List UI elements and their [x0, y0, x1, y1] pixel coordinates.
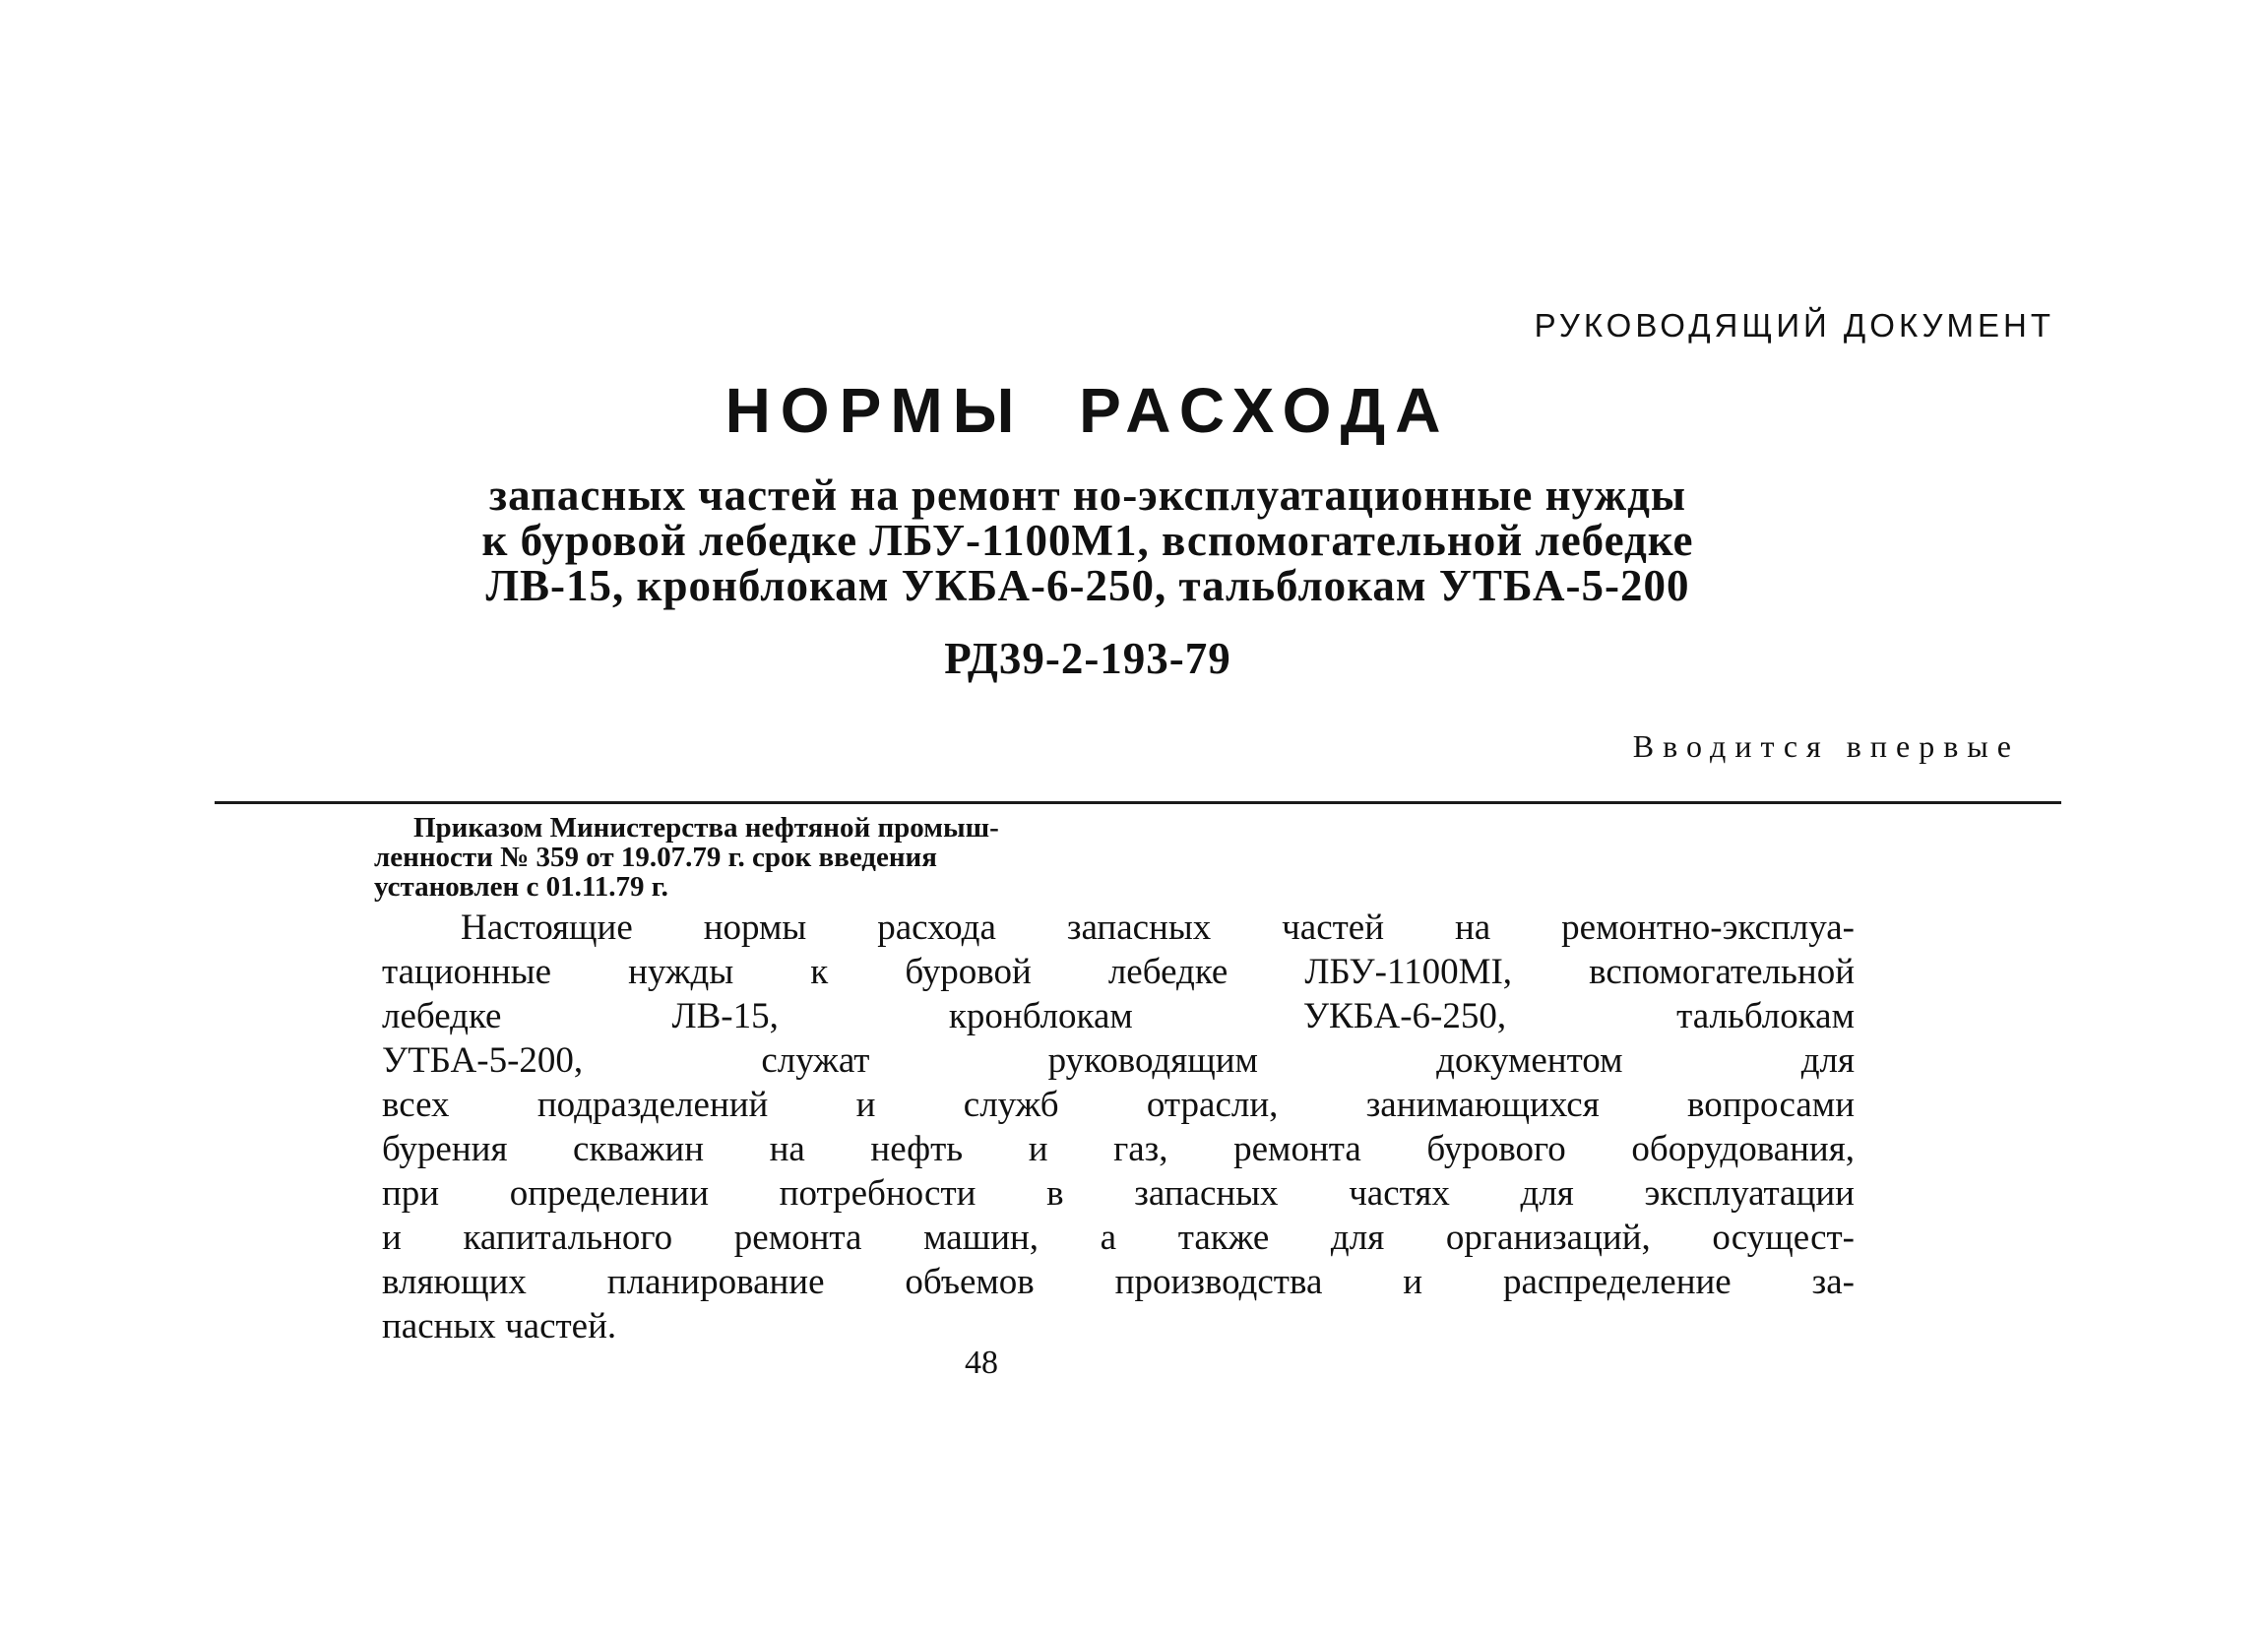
body-line: лебедке ЛВ-15, кронблокам УКБА-6-250, тальблокам [382, 996, 1855, 1036]
subtitle-line: запасных частей на ремонт но-эксплуатационные нужды [489, 470, 1686, 520]
order-note-line: ленности № 359 от 19.07.79 г. срок введения [374, 842, 937, 873]
body-line: и капитального ремонта машин, а также для организаций, осущест- [382, 1218, 1855, 1258]
order-note-line: установлен с 01.11.79 г. [374, 871, 668, 903]
horizontal-divider [215, 801, 2061, 804]
body-line: вляющих планирование объемов производства и распределение за- [382, 1262, 1855, 1302]
body-line: тационные нужды к буровой лебедке ЛБУ-1100МI, вспомогательной [382, 952, 1855, 992]
subtitle-line: ЛВ-15, кронблокам УКБА-6-250, тальблокам УТБА-5-200 [485, 561, 1690, 610]
introduction-status: Вводится впервые [1632, 728, 2020, 764]
order-note [374, 813, 1221, 902]
body-line: УТБА-5-200, служат руководящим документом для [382, 1040, 1855, 1081]
body-line: при определении потребности в запасных частях для эксплуатации [382, 1173, 1855, 1214]
order-note-line: Приказом Министерства нефтяной промыш- [413, 812, 999, 844]
body-line: пасных частей. [382, 1306, 617, 1346]
document-title: НОРМЫ РАСХОДА [724, 375, 1451, 446]
body-line: Настоящие нормы расхода запасных частей на ремонтно-эксплуа- [461, 907, 1855, 948]
body-paragraph [382, 906, 1855, 1348]
body-line: бурения скважин на нефть и газ, ремонта бурового оборудования, [382, 1129, 1855, 1169]
subtitle-line: к буровой лебедке ЛБУ-1100М1, вспомогательной лебедке [481, 516, 1694, 565]
document-code: РД39-2-193-79 [944, 634, 1231, 683]
document-type-label: РУКОВОДЯЩИЙ ДОКУМЕНТ [1534, 307, 2054, 344]
document-subtitle [0, 472, 2175, 608]
page-number: 48 [965, 1345, 998, 1381]
body-line: всех подразделений и служб отрасли, занимающихся вопросами [382, 1085, 1855, 1125]
